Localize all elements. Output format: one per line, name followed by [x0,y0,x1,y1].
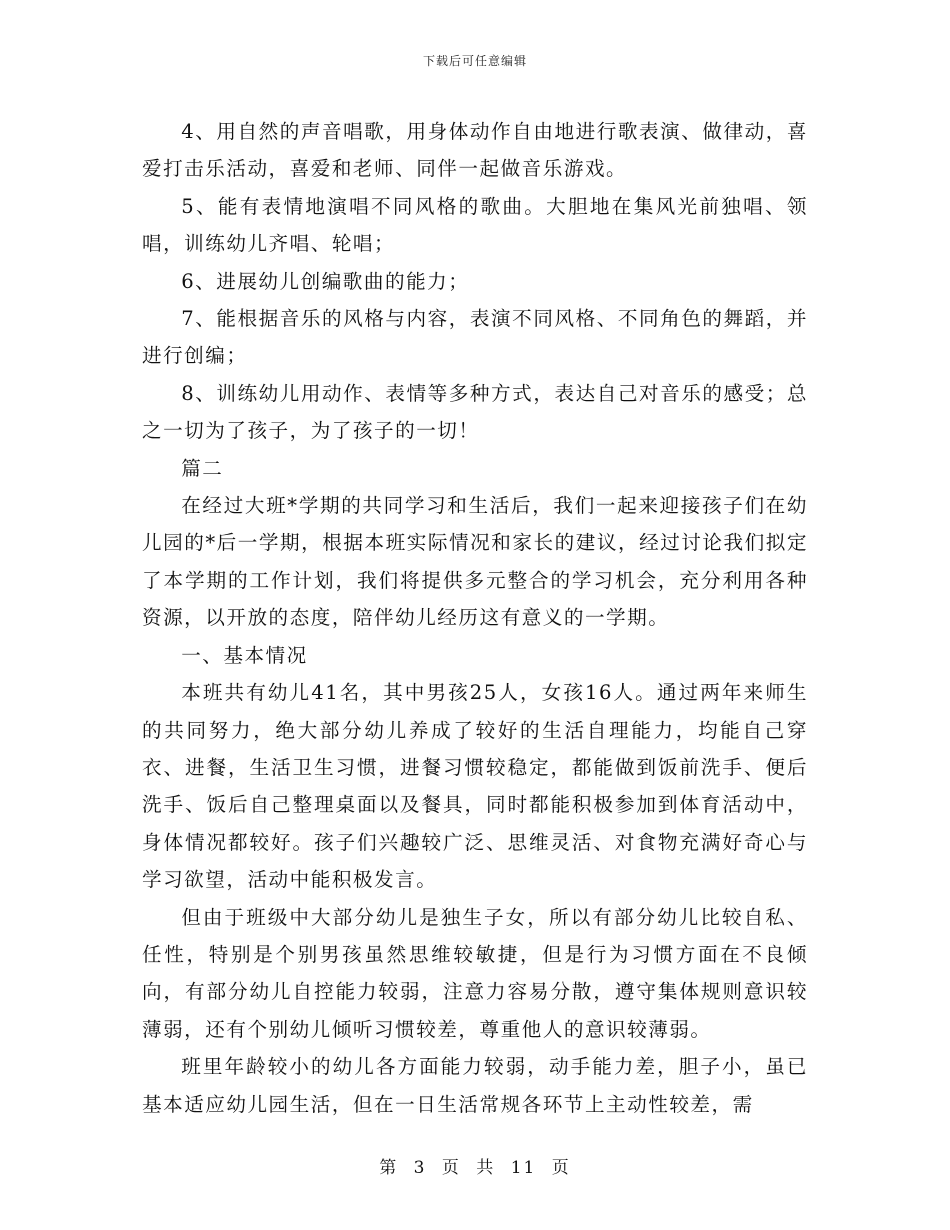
current-page-number: 3 [413,1158,427,1178]
footer-suffix: 页 [551,1158,571,1178]
total-pages-number: 11 [510,1158,537,1178]
section-heading: 一、基本情况 [181,643,308,667]
paragraph: 8、训练幼儿用动作、表情等多种方式，表达自己对音乐的感受；总之一切为了孩子，为了孩子的一切！ [142,381,808,443]
paragraph: 6、进展幼儿创编歌曲的能力； [181,269,470,293]
document-body [142,113,808,1123]
page-header: 下载后可任意编辑 [422,54,527,68]
paragraph: 7、能根据音乐的风格与内容，表演不同风格、不同角色的舞蹈，并进行创编； [142,307,808,368]
paragraph: 4、用自然的声音唱歌，用身体动作自由地进行歌表演、做律动，喜爱打击乐活动，喜爱和老师、同伴一起做音乐游戏。 [142,120,808,181]
paragraph: 但由于班级中大部分幼儿是独生子女，所以有部分幼儿比较自私、任性，特别是个别男孩虽然思维较敏捷，但是行为习惯方面在不良倾向，有部分幼儿自控能力较弱，注意力容易分散，遵守集体规则意识较薄弱，还有个别幼儿倾听习惯较差，尊重他人的意识较薄弱。 [142,905,808,1041]
paragraph: 在经过大班*学期的共同学习和生活后，我们一起来迎接孩子们在幼儿园的*后一学期，根据本班实际情况和家长的建议，经过讨论我们拟定了本学期的工作计划，我们将提供多元整合的学习机会，充分利用各种资源，以开放的态度，陪伴幼儿经历这有意义的一学期。 [142,494,808,630]
page-footer [0,1153,950,1178]
paragraph: 班里年龄较小的幼儿各方面能力较弱，动手能力差，胆子小，虽已基本适应幼儿园生活，但在一日生活常规各环节上主动性较差，需 [142,1055,808,1116]
paragraph: 本班共有幼儿41名，其中男孩25人，女孩16人。通过两年来师生的共同努力，绝大部分幼儿养成了较好的生活自理能力，均能自己穿衣、进餐，生活卫生习惯，进餐习惯较稳定，都能做到饭前洗手、便后洗手、饭后自己整理桌面以及餐具，同时都能积极参加到体育活动中，身体情况都较好。孩子们兴趣较广泛、思维灵活、对食物充满好奇心与学习欲望，活动中能积极发言。 [142,681,808,892]
footer-total-word: 共 [476,1158,496,1178]
footer-prefix: 第 [379,1158,399,1178]
paragraph: 5、能有表情地演唱不同风格的歌曲。大胆地在集风光前独唱、领唱，训练幼儿齐唱、轮唱； [142,194,808,256]
footer-page-word: 页 [441,1158,461,1178]
section-heading: 篇二 [181,456,224,480]
